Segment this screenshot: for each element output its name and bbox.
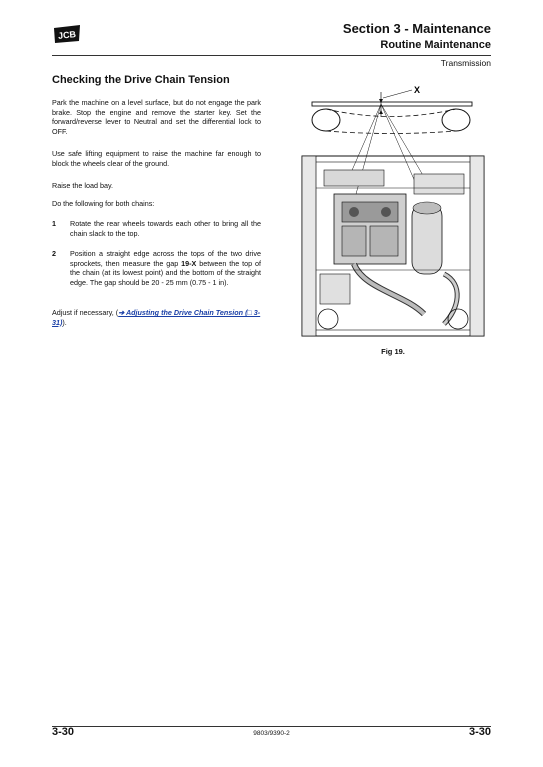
instruction-paragraph: Use safe lifting equipment to raise the machine far enough to block the wheels clear of the ground. (52, 149, 261, 168)
instruction-paragraph: Raise the load bay. (52, 181, 113, 190)
step-text: Rotate the rear wheels towards each other to bring all the chain slack to the top. (70, 219, 261, 238)
section-title: Section 3 - Maintenance (342, 21, 491, 36)
procedure-heading: Checking the Drive Chain Tension (52, 74, 230, 86)
instruction-paragraph: Do the following for both chains: (52, 199, 155, 208)
figure-caption: Fig 19. (381, 347, 405, 356)
subsection-title: Routine Maintenance (380, 39, 491, 51)
svg-text:JCB: JCB (57, 29, 77, 41)
adjust-note: Adjust if necessary, (➔ Adjusting the Drive Chain Tension (□ 3-31)). (52, 308, 261, 327)
figure-reference: 19-X (181, 258, 197, 268)
page-number-right: 3-30 (468, 726, 491, 738)
step-text: Position a straight edge across the tops of the two drive sprockets, then measure the gap 19-X between the top of the chain (at its lowest point) and the bottom of the straight edge. The gap should be 20 - 25 mm (0.75 - 1 in). (70, 249, 262, 287)
step-number: 2 (52, 249, 56, 258)
document-number: 9803/9390-2 (253, 730, 290, 737)
drive-chain-illustration (294, 84, 492, 342)
topic-label: Transmission (440, 58, 491, 68)
cross-reference-link[interactable]: ➔ Adjusting the Drive Chain Tension (□ 3-31) (52, 308, 261, 327)
step-number: 1 (52, 219, 56, 228)
header-divider (52, 55, 491, 56)
gap-x-label: X (414, 85, 421, 95)
page-number-left: 3-30 (52, 726, 75, 738)
instruction-paragraph: Park the machine on a level surface, but do not engage the park brake. Stop the engine and remove the starter key. Set the forward/reverse lever to Neutral and set the differential lock to OFF. (52, 98, 261, 136)
jcb-logo-icon (52, 24, 82, 44)
footer-divider (52, 726, 491, 727)
